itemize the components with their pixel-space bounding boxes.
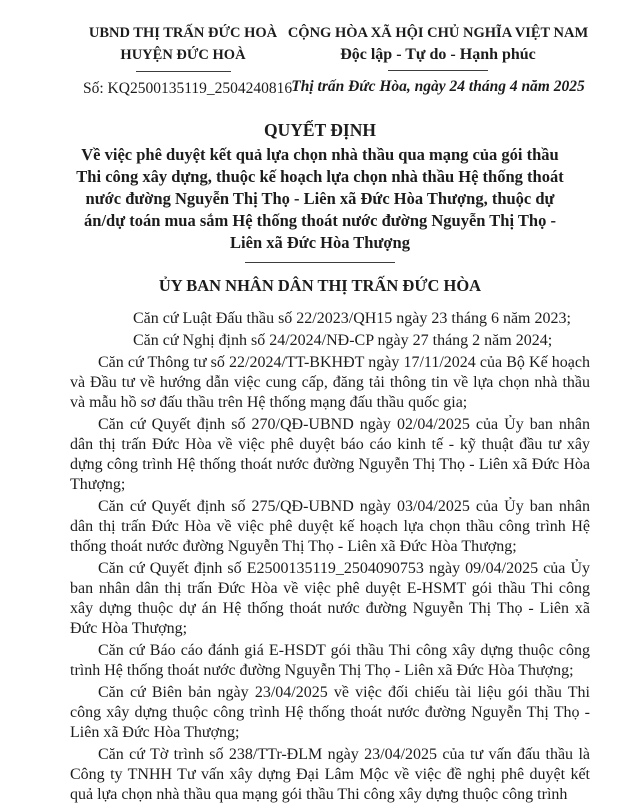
title-block: [0, 118, 640, 263]
issuer-name: ỦY BAN NHÂN DÂN THỊ TRẤN ĐỨC HÒA: [158, 276, 482, 295]
legal-basis-paragraph: Căn cứ Tờ trình số 238/TTr-ĐLM ngày 23/04/2025 của tư vấn đấu thầu là Công ty TNHH Tư vấn xây dựng Đại Lâm Mộc về việc đề nghị phê duyệt kết quả lựa chọn nhà thầu qua mạng gói thầu Thi công xây dựng thuộc công trình: [70, 746, 590, 803]
legal-basis-paragraph: Căn cứ Thông tư số 22/2024/TT-BKHĐT ngày 17/11/2024 của Bộ Kế hoạch và Đầu tư về hướng dẫn việc cung cấp, đăng tải thông tin về lựa chọn nhà thầu và mẫu hồ sơ đấu thầu trên Hệ thống mạng đấu thầu quốc gia;: [70, 354, 590, 411]
org-name-line2: HUYỆN ĐỨC HOÀ: [120, 47, 246, 63]
issuing-org-block: [83, 22, 293, 99]
org-divider: [136, 71, 231, 72]
national-title: CỘNG HÒA XÃ HỘI CHỦ NGHĨA VIỆT NAM: [287, 25, 589, 41]
document-body: [0, 309, 640, 805]
document-header: [0, 22, 640, 106]
legal-basis-paragraph: Căn cứ Luật Đấu thầu số 22/2023/QH15 ngày 23 tháng 6 năm 2023;: [133, 310, 571, 327]
place-date: Thị trấn Đức Hòa, ngày 24 tháng 4 năm 2025: [291, 78, 585, 95]
title-divider: [245, 262, 395, 263]
national-header-block: [285, 22, 591, 97]
legal-basis-paragraph: Căn cứ Quyết định số 270/QĐ-UBND ngày 02/04/2025 của Ủy ban nhân dân thị trấn Đức Hòa về việc phê duyệt báo cáo kinh tế - kỹ thuật đầu tư xây dựng công trình Hệ thống thoát nước đường Nguyễn Thị Thọ - Liên xã Đức Hòa Thượng;: [70, 416, 590, 493]
legal-basis-paragraph: Căn cứ Quyết định số E2500135119_2504090753 ngày 09/04/2025 của Ủy ban nhân dân thị trấn Đức Hòa về việc phê duyệt E-HSMT gói thầu Thi công xây dựng thuộc dự án Hệ thống thoát nước đường Nguyễn Thị Thọ - Liên xã Đức Hòa Thượng;: [70, 560, 590, 637]
motto-divider: [388, 70, 488, 71]
legal-basis-paragraph: Căn cứ Nghị định số 24/2024/NĐ-CP ngày 27 tháng 2 năm 2024;: [133, 332, 553, 349]
national-motto: Độc lập - Tự do - Hạnh phúc: [340, 46, 536, 63]
org-name-line1: UBND THỊ TRẤN ĐỨC HOÀ: [88, 25, 278, 41]
legal-basis-paragraph: Căn cứ Biên bản ngày 23/04/2025 về việc đối chiếu tài liệu gói thầu Thi công xây dựng thuộc công trình Hệ thống thoát nước đường Nguyễn Thị Thọ - Liên xã Đức Hòa Thượng;: [70, 684, 590, 741]
document-title: QUYẾT ĐỊNH: [264, 120, 376, 140]
legal-basis-paragraph: Căn cứ Quyết định số 275/QĐ-UBND ngày 03/04/2025 của Ủy ban nhân dân thị trấn Đức Hòa về việc phê duyệt kế hoạch lựa chọn thầu công trình Hệ thống thoát nước đường Nguyễn Thị Thọ - Liên xã Đức Hòa Thượng;: [70, 498, 590, 555]
legal-basis-paragraph: Căn cứ Báo cáo đánh giá E-HSDT gói thầu Thi công xây dựng thuộc công trình Hệ thống thoát nước đường Nguyễn Thị Thọ - Liên xã Đức Hòa Thượng;: [70, 642, 590, 679]
document-number: Số: KQ2500135119_2504240816: [83, 80, 293, 97]
document-subject: Về việc phê duyệt kết quả lựa chọn nhà thầu qua mạng của gói thầu Thi công xây dựng, thuộc kế hoạch lựa chọn nhà thầu Hệ thống thoát nước đường Nguyễn Thị Thọ - Liên xã Đức Hòa Thượng, thuộc dự án/dự toán mua sắm Hệ thống thoát nước đường Nguyễn Thị Thọ - Liên xã Đức Hòa Thượng: [76, 145, 564, 252]
